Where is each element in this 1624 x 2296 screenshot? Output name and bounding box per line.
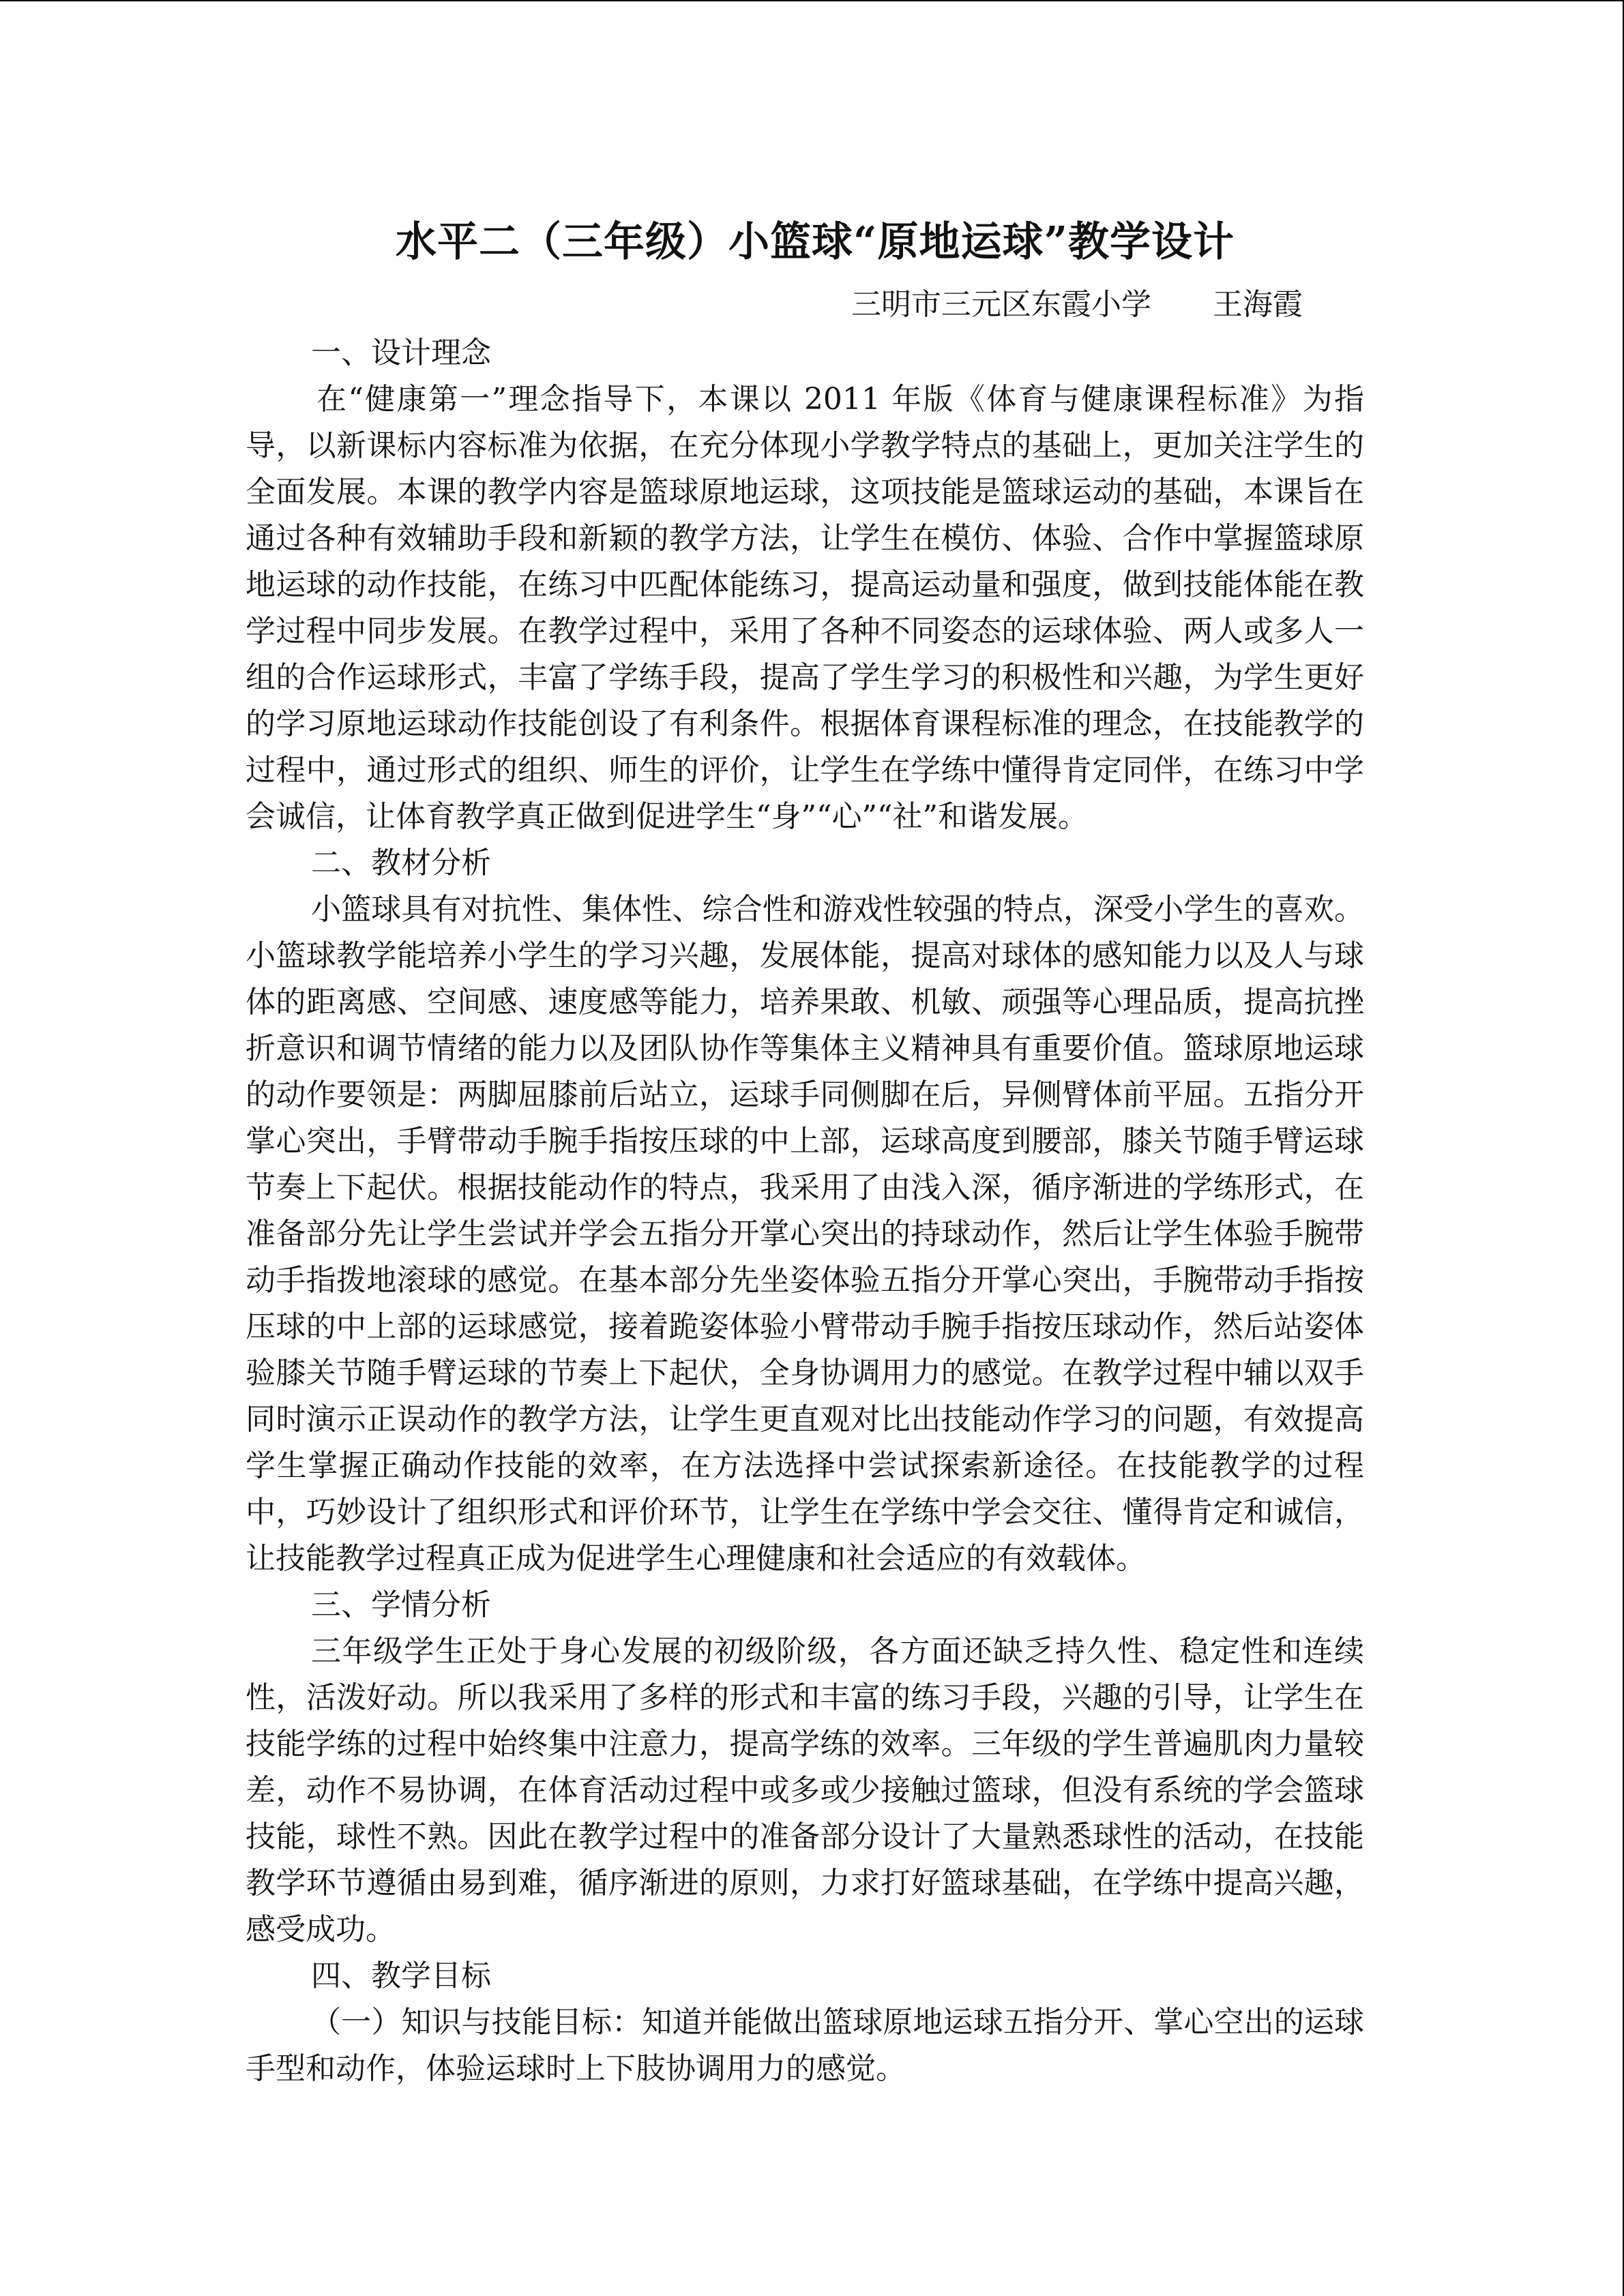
section-heading: 四、教学目标 — [311, 1958, 491, 1993]
section-student-analysis — [246, 1582, 1364, 1953]
paragraph: 在“健康第一”理念指导下，本课以 2011 年版《体育与健康课程标准》为指导，以新课标内容标准为依据，在充分体现小学教学特点的基础上，更加关注学生的全面发展。本课的教学内容是篮球原地运球，这项技能是篮球运动的基础，本课旨在通过各种有效辅助手段和新颖的教学方法，让学生在模仿、体验、合作中掌握篮球原地运球的动作技能，在练习中匹配体能练习，提高运动量和强度，做到技能体能在教学过程中同步发展。在教学过程中，采用了各种不同姿态的运球体验、两人或多人一组的合作运球形式，丰富了学练手段，提高了学生学习的积极性和兴趣，为学生更好的学习原地运球动作技能创设了有利条件。根据体育课程标准的理念，在技能教学的过程中，通过形式的组织、师生的评价，让学生在学练中懂得肯定同伴，在练习中学会诚信，让体育教学真正做到促进学生“身”“心”“社”和谐发展。 — [246, 382, 1364, 834]
section-heading: 一、设计理念 — [311, 336, 491, 370]
paragraph: 三年级学生正处于身心发展的初级阶级，各方面还缺乏持久性、稳定性和连续性，活泼好动。所以我采用了多样的形式和丰富的练习手段，兴趣的引导，让学生在技能学练的过程中始终集中注意力，提高学练的效率。三年级的学生普遍肌肉力量较差，动作不易协调，在体育活动过程中或多或少接触过篮球，但没有系统的学会篮球技能，球性不熟。因此在教学过程中的准备部分设计了大量熟悉球性的活动，在技能教学环节遵循由易到难，循序渐进的原则，力求打好篮球基础，在学练中提高兴趣，感受成功。 — [246, 1634, 1364, 1947]
paragraph: （一）知识与技能目标：知道并能做出篮球原地运球五指分开、掌心空出的运球手型和动作，体验运球时上下肢协调用力的感觉。 — [246, 2005, 1364, 2086]
paragraph: 小篮球具有对抗性、集体性、综合性和游戏性较强的特点，深受小学生的喜欢。小篮球教学能培养小学生的学习兴趣，发展体能，提高对球体的感知能力以及人与球体的距离感、空间感、速度感等能力，培养果敢、机敏、顽强等心理品质，提高抗挫折意识和调节情绪的能力以及团队协作等集体主义精神具有重要价值。篮球原地运球的动作要领是：两脚屈膝前后站立，运球手同侧脚在后，异侧臂体前平屈。五指分开掌心突出，手臂带动手腕手指按压球的中上部，运球高度到腰部，膝关节随手臂运球节奏上下起伏。根据技能动作的特点，我采用了由浅入深，循序渐进的学练形式，在准备部分先让学生尝试并学会五指分开掌心突出的持球动作，然后让学生体验手腕带动手指拨地滚球的感觉。在基本部分先坐姿体验五指分开掌心突出，手腕带动手指按压球的中上部的运球感觉，接着跪姿体验小臂带动手腕手指按压球动作，然后站姿体验膝关节随手臂运球的节奏上下起伏，全身协调用力的感觉。在教学过程中辅以双手同时演示正误动作的教学方法，让学生更直观对比出技能动作学习的问题，有效提高学生掌握正确动作技能的效率，在方法选择中尝试探索新途径。在技能教学的过程中，巧妙设计了组织形式和评价环节，让学生在学练中学会交往、懂得肯定和诚信，让技能教学过程真正成为促进学生心理健康和社会适应的有效载体。 — [246, 892, 1364, 1576]
author-line — [246, 280, 1364, 330]
document-body — [246, 205, 1364, 2092]
section-heading: 二、教材分析 — [311, 846, 491, 880]
author-name: 王海霞 — [1213, 287, 1303, 322]
document-title: 水平二（三年级）小篮球“原地运球”教学设计 — [396, 218, 1235, 266]
section-teaching-goals — [246, 1953, 1364, 2092]
section-material-analysis — [246, 840, 1364, 1582]
section-heading: 三、学情分析 — [311, 1587, 491, 1622]
school-name: 三明市三元区东霞小学 — [851, 287, 1151, 322]
section-design-concept — [246, 330, 1364, 840]
